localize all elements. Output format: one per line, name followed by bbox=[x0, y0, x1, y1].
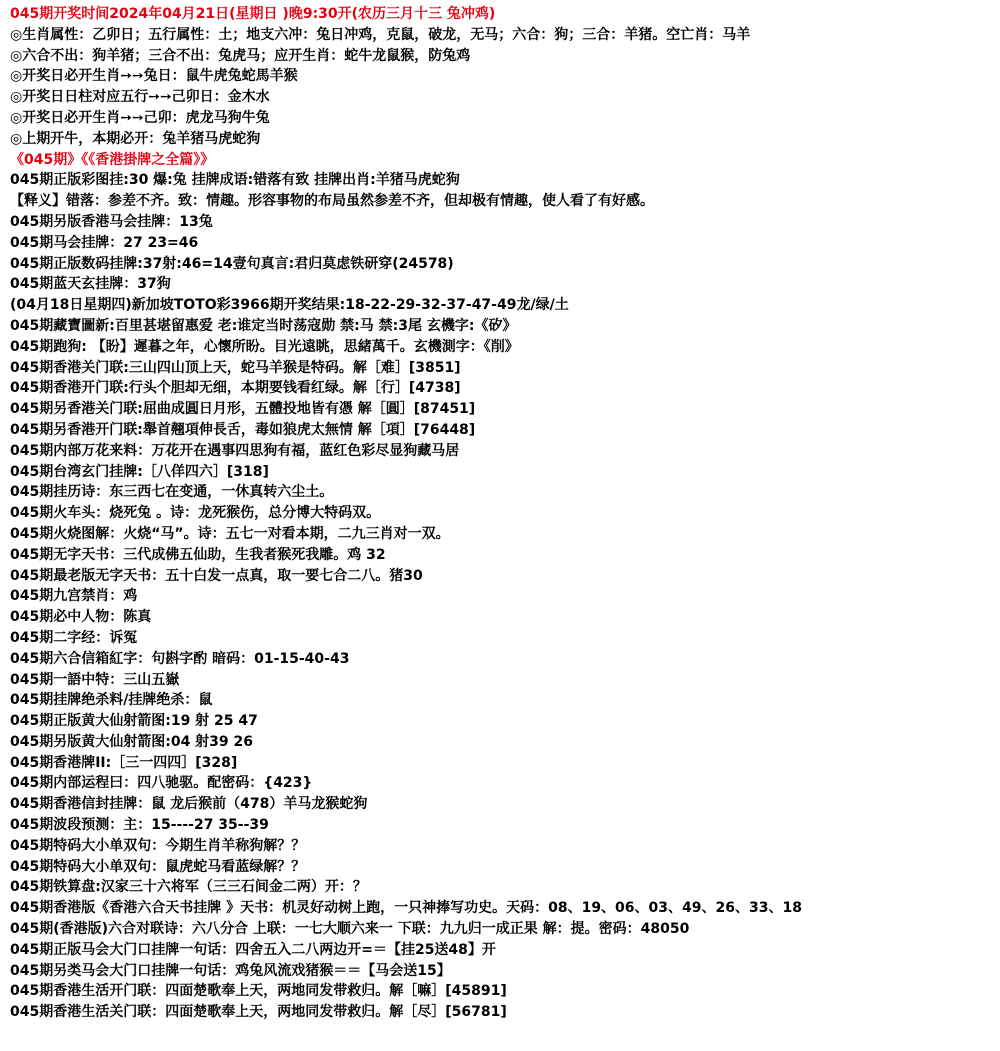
list-item: 045期另版黄大仙射箭图:04 射39 26 bbox=[10, 733, 254, 750]
list-item: 045期台湾玄门挂牌:［八佯四六］[318] bbox=[10, 463, 269, 480]
list-item: 045期蓝天玄挂牌：37狗 bbox=[10, 276, 171, 293]
header-line-no-show: ◎六合不出：狗羊猪；三合不出：兔虎马；应开生肖：蛇牛龙鼠猴，防兔鸡 bbox=[10, 47, 471, 64]
list-item: 045期挂牌绝杀料/挂牌绝杀：鼠 bbox=[10, 692, 213, 709]
list-item: 045期六合信箱紅字：句斟字酌 暗码：01-15-40-43 bbox=[10, 650, 350, 667]
draw-time-title: 045期开奖时间2024年04月21日(星期日 )晚9:30开(农历三月十三 兔冲鸡) bbox=[10, 6, 496, 22]
list-item: 045期最老版无字天书：五十白发一点真，取一要七合二八。猪30 bbox=[10, 567, 423, 584]
header-line-zodiac-attributes: ◎生肖属性：乙卯日；五行属性：土；地支六冲：兔日冲鸡，克鼠，破龙，无马；六合：狗；三合：羊猪。空亡肖：马羊 bbox=[10, 26, 751, 43]
list-item: 045期香港版《香港六合天书挂牌 》天书：机灵好动树上跑，一只神捧写功史。天码：08、19、06、03、49、26、33、18 bbox=[10, 900, 802, 917]
list-item: 045期另类马会大门口挂牌一句话：鸡兔风流戏猪猴＝＝【马会送15】 bbox=[10, 962, 451, 979]
list-item: 045期铁算盘:汉家三十六将军（三三石间金二两）开：？ bbox=[10, 879, 367, 896]
list-item: 045期正版彩图挂:30 爆:兔 挂牌成语:错落有致 挂牌出肖:羊猪马虎蛇狗 bbox=[10, 172, 460, 189]
header-line-must-open-rabbit-day: ◎开奖日必开生肖➙➙兔日：鼠牛虎兔蛇馬羊猴 bbox=[10, 68, 298, 85]
list-item: 【释义】错落：参差不齐。致：情趣。形容事物的布局虽然参差不齐，但却极有情趣，使人看了有好感。 bbox=[10, 193, 654, 210]
header-line-last-period: ◎上期开牛，本期必开：兔羊猪马虎蛇狗 bbox=[10, 130, 261, 147]
list-item: 045期正版马会大门口挂牌一句话：四舍五入二八两边开=＝【挂25送48】开 bbox=[10, 941, 496, 958]
list-item: 045期内部运程曰：四八驰驱。配密码：{423} bbox=[10, 775, 313, 792]
list-item: 045期跑狗: 【盼】遲暮之年，心懷所盼。目光遠眺，思緒萬千。玄機測字：《削》 bbox=[10, 338, 519, 355]
list-item: 045期正版数码挂牌:37射:46=14壹句真言:君归莫虑铁研穿(24578) bbox=[10, 255, 454, 272]
list-item: 045期波段预测：主：15----27 35--39 bbox=[10, 817, 269, 834]
list-item: 045期九宫禁肖：鸡 bbox=[10, 588, 138, 605]
list-item: 045期(香港版)六合对联诗：六八分合 上联：一七大顺六来一 下联：九九归一成正果 解：提。密码：48050 bbox=[10, 921, 690, 938]
list-item: (04月18日星期四)新加坡TOTO彩3966期开奖结果:18-22-29-32-37-47-49龙/绿/土 bbox=[10, 297, 569, 314]
list-item: 045期另香港开门联:舉首翹項伸長舌，毒如狼虎太無情 解［項］[76448] bbox=[10, 421, 476, 438]
list-item: 045期香港信封挂牌：鼠 龙后猴前（478）羊马龙猴蛇狗 bbox=[10, 796, 368, 813]
list-item: 045期无字天书：三代成佛五仙助，生我者猴死我雕。鸡 32 bbox=[10, 546, 386, 563]
list-item: 045期藏寶圖新:百里甚堪留惠爱 老:谁定当时荡寇勋 禁:马 禁:3尾 玄機字:《矽》 bbox=[10, 317, 517, 334]
list-item: 045期火烧图解：火烧“马”。诗：五七一对看本期，二九三肖对一双。 bbox=[10, 525, 450, 542]
list-item: 045期香港牌II:［三一四四］[328] bbox=[10, 754, 238, 771]
header-line-five-elements: ◎开奖日日柱对应五行➙➙己卯日：金木水 bbox=[10, 89, 270, 106]
entry-list bbox=[10, 170, 1000, 1023]
list-item: 045期香港开门联:行头个胆却无细，本期要钱看红绿。解［行］[4738] bbox=[10, 380, 461, 397]
list-item: 045期特码大小单双句：鼠虎蛇马看蓝绿解？？ bbox=[10, 858, 306, 875]
list-item: 045期特码大小单双句：今期生肖羊称狗解？？ bbox=[10, 837, 306, 854]
list-item: 045期香港生活开门联：四面楚歌奉上天，两地同发带救归。解［嘛］[45891] bbox=[10, 983, 507, 1000]
list-item: 045期香港生活关门联：四面楚歌奉上天，两地同发带救归。解［尽］[56781] bbox=[10, 1004, 507, 1021]
list-item: 045期火车头：烧死兔 。诗：龙死猴伤，总分博大特码双。 bbox=[10, 505, 381, 522]
list-item: 045期内部万花来料：万花开在遇事四思狗有福，蓝红色彩尽显狗藏马居 bbox=[10, 442, 460, 459]
list-item: 045期一語中特：三山五嶽 bbox=[10, 671, 180, 688]
list-item: 045期香港关门联:三山四山顶上天，蛇马羊猴是特码。解［难］[3851] bbox=[10, 359, 461, 376]
list-item: 045期正版黄大仙射箭图:19 射 25 47 bbox=[10, 713, 258, 730]
list-item: 045期必中人物：陈真 bbox=[10, 609, 152, 626]
list-item: 045期挂历诗：东三西七在变通，一休真转六尘土。 bbox=[10, 484, 334, 501]
list-item: 045期另香港关门联:屈曲成圓日月形，五體投地皆有憑 解［圓］[87451] bbox=[10, 401, 476, 418]
header-line-must-open-jimao: ◎开奖日必开生肖➙➙己卯：虎龙马狗牛兔 bbox=[10, 109, 270, 126]
list-item: 045期二字经：诉冤 bbox=[10, 629, 138, 646]
list-item: 045期另版香港马会挂牌：13兔 bbox=[10, 213, 213, 230]
list-item: 045期马会挂牌：27 23=46 bbox=[10, 234, 199, 251]
section-title: 《045期》《《香港掛牌之全篇》》 bbox=[10, 151, 215, 168]
